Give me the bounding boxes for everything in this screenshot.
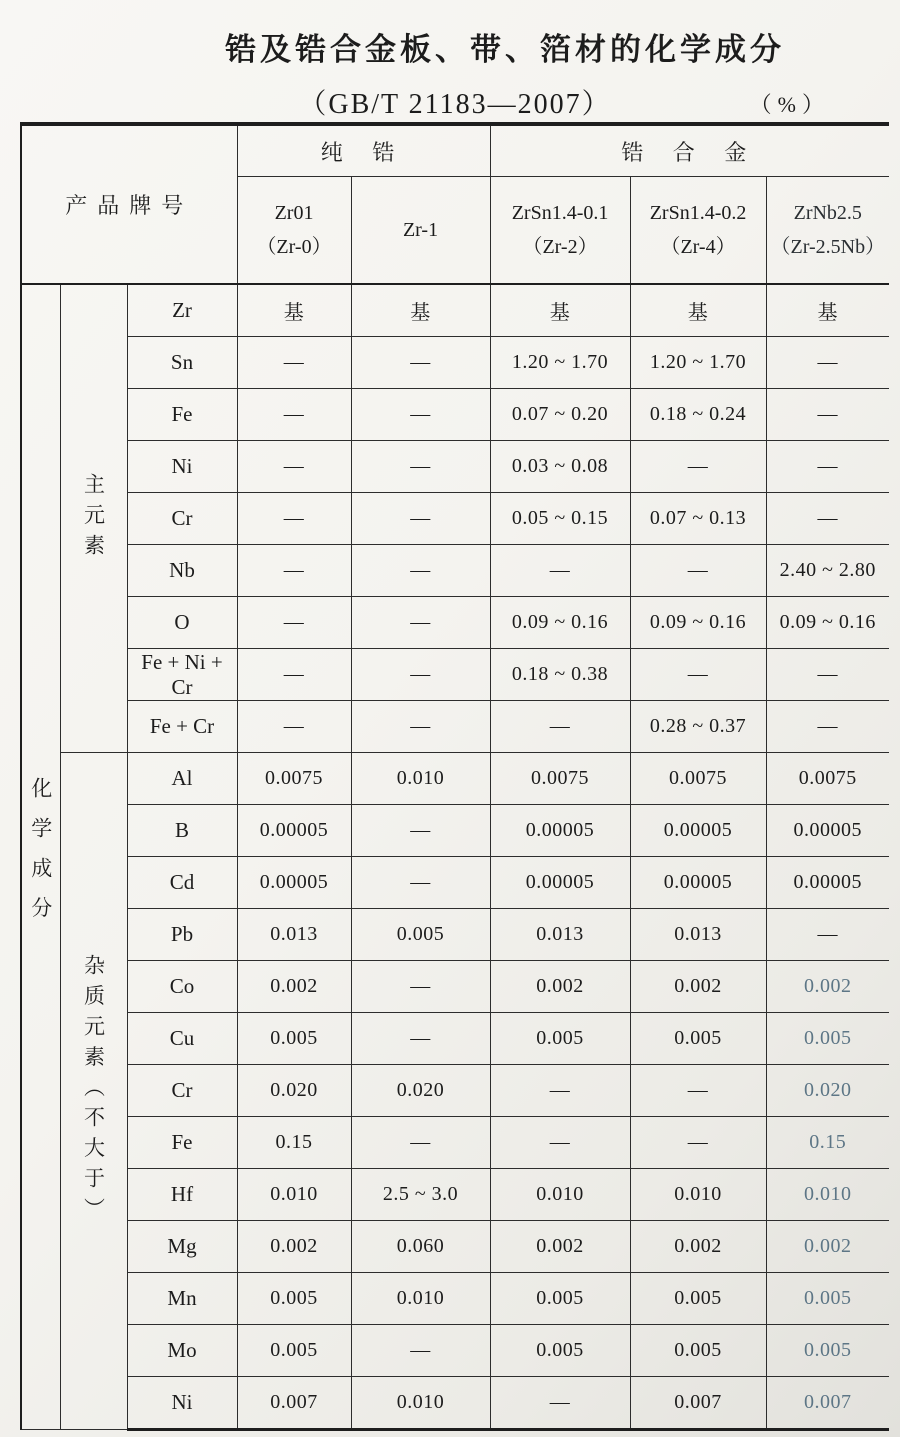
element-name: Ni [127, 1377, 237, 1430]
value-cell: 0.18 ~ 0.24 [630, 389, 766, 441]
value-cell: 0.005 [490, 1325, 630, 1377]
table-row [21, 337, 889, 389]
value-cell: — [630, 1117, 766, 1169]
composition-table [20, 122, 889, 1431]
grade-alias: （Zr-2.5Nb） [770, 236, 886, 258]
value-cell: 0.00005 [766, 857, 889, 909]
element-name: Cd [127, 857, 237, 909]
group-header-pure-zirconium: 纯 锆 [237, 124, 490, 177]
grade-name: Zr01 [274, 202, 314, 224]
value-cell: 0.002 [237, 1221, 351, 1273]
column-header-zr01 [237, 177, 351, 285]
value-cell: 0.03 ~ 0.08 [490, 441, 630, 493]
standard-number: （GB/T 21183—2007） [298, 89, 612, 120]
element-name: Pb [127, 909, 237, 961]
group-header-zirconium-alloy: 锆 合 金 [490, 124, 889, 177]
value-cell: 0.020 [237, 1065, 351, 1117]
value-cell: — [630, 649, 766, 701]
value-cell: — [351, 805, 490, 857]
table-row [21, 1273, 889, 1325]
value-cell: — [766, 909, 889, 961]
table-row [21, 1325, 889, 1377]
value-cell: 0.005 [237, 1013, 351, 1065]
element-name: Cr [127, 493, 237, 545]
element-name: Fe [127, 1117, 237, 1169]
column-header-zrnb25 [766, 177, 889, 285]
value-cell: 0.00005 [766, 805, 889, 857]
value-cell: 0.09 ~ 0.16 [490, 597, 630, 649]
page-title: 锆及锆合金板、带、箔材的化学成分 [225, 32, 785, 67]
value-cell: — [766, 701, 889, 753]
value-cell: 0.005 [237, 1325, 351, 1377]
value-cell: — [766, 649, 889, 701]
product-grade-header: 产品牌号 [21, 124, 237, 284]
value-cell: — [766, 389, 889, 441]
value-cell: 0.0075 [766, 753, 889, 805]
value-cell: 0.007 [630, 1377, 766, 1430]
value-cell: — [351, 701, 490, 753]
value-cell: 0.07 ~ 0.13 [630, 493, 766, 545]
value-cell: 0.010 [237, 1169, 351, 1221]
table-row [21, 1377, 889, 1430]
value-cell: 0.010 [490, 1169, 630, 1221]
value-cell: — [490, 545, 630, 597]
value-cell: 0.005 [766, 1325, 889, 1377]
value-cell: 0.013 [237, 909, 351, 961]
element-name: Hf [127, 1169, 237, 1221]
value-cell: 0.0075 [490, 753, 630, 805]
value-cell: — [351, 1325, 490, 1377]
element-name: Ni [127, 441, 237, 493]
element-name: Fe [127, 389, 237, 441]
column-header-zrsn14-01 [490, 177, 630, 285]
value-cell: 0.00005 [490, 805, 630, 857]
value-cell: — [490, 701, 630, 753]
value-cell: 0.07 ~ 0.20 [490, 389, 630, 441]
table-row [21, 1013, 889, 1065]
value-cell: 0.002 [766, 961, 889, 1013]
value-cell: — [490, 1377, 630, 1430]
column-header-zr1 [351, 177, 490, 285]
value-cell: — [237, 441, 351, 493]
table-row [21, 1169, 889, 1221]
value-cell: — [351, 337, 490, 389]
value-cell: — [237, 597, 351, 649]
value-cell: 0.002 [630, 961, 766, 1013]
grade-alias: （Zr-4） [660, 236, 736, 258]
value-cell: 0.010 [351, 1377, 490, 1430]
grade-alias: （Zr-2） [522, 236, 598, 258]
table-row [21, 493, 889, 545]
table-row [21, 909, 889, 961]
value-cell: 1.20 ~ 1.70 [630, 337, 766, 389]
value-cell: — [351, 441, 490, 493]
value-cell: 0.002 [766, 1221, 889, 1273]
value-cell: 0.010 [351, 1273, 490, 1325]
table-row [21, 597, 889, 649]
value-cell: — [351, 493, 490, 545]
value-cell: — [237, 389, 351, 441]
element-name: Mo [127, 1325, 237, 1377]
value-cell: 0.007 [766, 1377, 889, 1430]
value-cell: — [237, 701, 351, 753]
value-cell: — [351, 597, 490, 649]
value-cell: 0.00005 [237, 857, 351, 909]
table-row [21, 961, 889, 1013]
grade-alias: （Zr-0） [256, 236, 332, 258]
value-cell: 0.002 [237, 961, 351, 1013]
value-cell: 0.00005 [490, 857, 630, 909]
element-name: Sn [127, 337, 237, 389]
value-cell: — [630, 545, 766, 597]
value-cell: 1.20 ~ 1.70 [490, 337, 630, 389]
value-cell: 0.05 ~ 0.15 [490, 493, 630, 545]
value-cell: 2.40 ~ 2.80 [766, 545, 889, 597]
value-cell: 0.09 ~ 0.16 [766, 597, 889, 649]
value-cell: — [351, 961, 490, 1013]
value-cell: 0.005 [630, 1013, 766, 1065]
column-header-zrsn14-02 [630, 177, 766, 285]
value-cell: 基 [490, 284, 630, 337]
value-cell: 0.013 [630, 909, 766, 961]
value-cell: 0.00005 [630, 857, 766, 909]
element-name: Fe + Cr [127, 701, 237, 753]
element-name: Al [127, 753, 237, 805]
value-cell: 0.005 [630, 1273, 766, 1325]
value-cell: 0.002 [630, 1221, 766, 1273]
value-cell: 0.0075 [237, 753, 351, 805]
grade-name: Zr-1 [402, 219, 439, 241]
value-cell: — [630, 441, 766, 493]
table-row [21, 753, 889, 805]
table-row [21, 649, 889, 701]
value-cell: 0.00005 [630, 805, 766, 857]
value-cell: — [351, 1117, 490, 1169]
table-row [21, 857, 889, 909]
table-row [21, 389, 889, 441]
value-cell: 0.09 ~ 0.16 [630, 597, 766, 649]
value-cell: 0.0075 [630, 753, 766, 805]
value-cell: 基 [237, 284, 351, 337]
element-name: O [127, 597, 237, 649]
value-cell: 0.005 [766, 1013, 889, 1065]
value-cell: — [351, 857, 490, 909]
value-cell: — [766, 441, 889, 493]
value-cell: — [237, 337, 351, 389]
table-row [21, 545, 889, 597]
element-name: Nb [127, 545, 237, 597]
value-cell: 0.010 [630, 1169, 766, 1221]
element-name: Fe + Ni + Cr [127, 649, 237, 701]
value-cell: 0.18 ~ 0.38 [490, 649, 630, 701]
value-cell: 0.010 [766, 1169, 889, 1221]
value-cell: — [237, 649, 351, 701]
value-cell: — [490, 1065, 630, 1117]
value-cell: 0.020 [351, 1065, 490, 1117]
value-cell: 基 [351, 284, 490, 337]
value-cell: — [351, 1013, 490, 1065]
element-name: Cu [127, 1013, 237, 1065]
value-cell: 0.013 [490, 909, 630, 961]
table-row [21, 284, 889, 337]
value-cell: — [490, 1117, 630, 1169]
value-cell: 0.060 [351, 1221, 490, 1273]
table-row [21, 1117, 889, 1169]
value-cell: 0.15 [766, 1117, 889, 1169]
value-cell: 0.15 [237, 1117, 351, 1169]
table-row [21, 441, 889, 493]
value-cell: 0.020 [766, 1065, 889, 1117]
table-row [21, 701, 889, 753]
unit-label: （%） [749, 92, 830, 117]
value-cell: — [237, 545, 351, 597]
grade-name: ZrNb2.5 [793, 202, 862, 224]
value-cell: 0.002 [490, 1221, 630, 1273]
value-cell: 0.28 ~ 0.37 [630, 701, 766, 753]
element-name: Mn [127, 1273, 237, 1325]
section-label: 主元素 [60, 284, 127, 753]
value-cell: 0.005 [490, 1273, 630, 1325]
section-label: 杂质元素（不大于） [60, 753, 127, 1430]
table-row [21, 805, 889, 857]
element-name: Cr [127, 1065, 237, 1117]
value-cell: 0.007 [237, 1377, 351, 1430]
table-row [21, 1221, 889, 1273]
value-cell: — [630, 1065, 766, 1117]
value-cell: 0.010 [351, 753, 490, 805]
value-cell: 2.5 ~ 3.0 [351, 1169, 490, 1221]
value-cell: — [237, 493, 351, 545]
value-cell: — [766, 337, 889, 389]
grade-name: ZrSn1.4-0.1 [511, 202, 609, 224]
value-cell: — [351, 649, 490, 701]
element-name: Co [127, 961, 237, 1013]
value-cell: 0.005 [490, 1013, 630, 1065]
value-cell: 0.00005 [237, 805, 351, 857]
value-cell: 0.005 [237, 1273, 351, 1325]
value-cell: — [766, 493, 889, 545]
element-name: B [127, 805, 237, 857]
value-cell: 0.002 [490, 961, 630, 1013]
table-row [21, 1065, 889, 1117]
grade-name: ZrSn1.4-0.2 [649, 202, 747, 224]
row-group-label-chemical-composition: 化学成分 [21, 284, 60, 1430]
value-cell: — [351, 389, 490, 441]
value-cell: 0.005 [766, 1273, 889, 1325]
value-cell: 基 [630, 284, 766, 337]
element-name: Mg [127, 1221, 237, 1273]
value-cell: 0.005 [351, 909, 490, 961]
table-body [21, 284, 889, 1430]
value-cell: 基 [766, 284, 889, 337]
value-cell: 0.005 [630, 1325, 766, 1377]
element-name: Zr [127, 284, 237, 337]
value-cell: — [351, 545, 490, 597]
